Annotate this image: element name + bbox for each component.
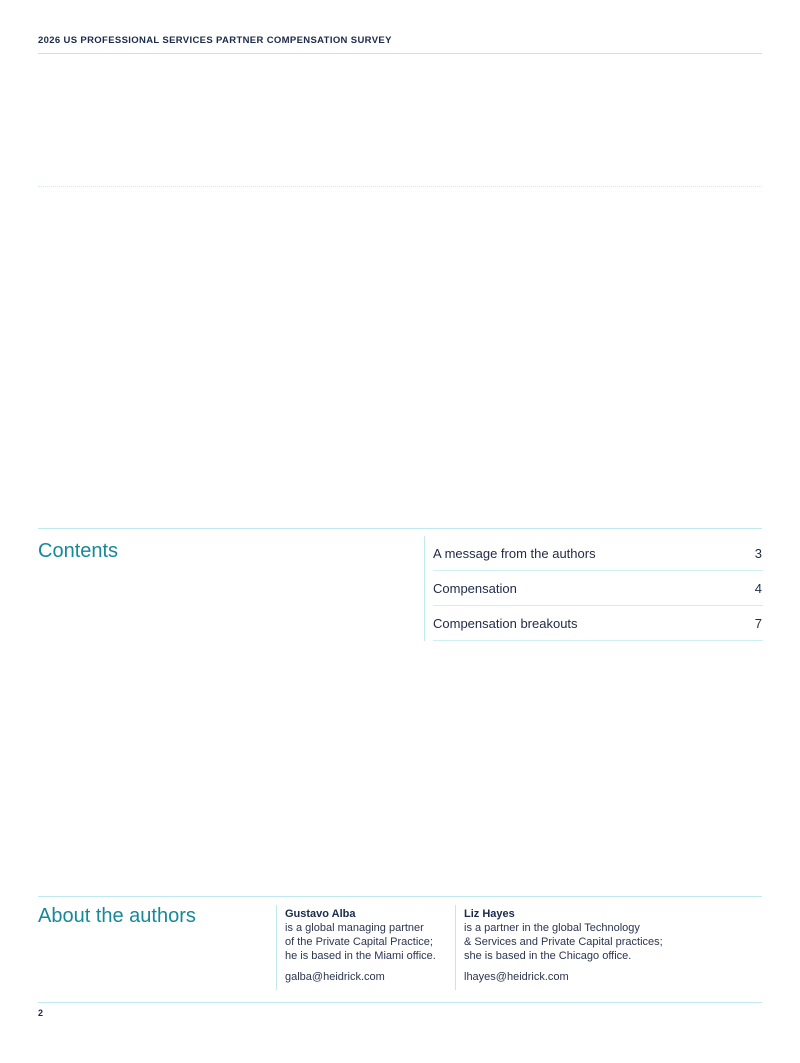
author-card-liz-hayes: [455, 905, 679, 990]
toc-item-label: Compensation: [433, 580, 517, 596]
author-bio-line: & Services and Private Capital practices;: [464, 936, 663, 948]
about-title: About the authors: [38, 905, 196, 927]
toc-item-page: 3: [754, 545, 762, 561]
running-header: 2026 US PROFESSIONAL SERVICES PARTNER COMPENSATION SURVEY: [38, 35, 392, 46]
toc-item-page: 7: [754, 615, 762, 631]
toc-item-label: Compensation breakouts: [433, 615, 578, 631]
page-number: 2: [38, 1008, 44, 1018]
toc-item-breakouts[interactable]: [433, 606, 763, 641]
author-bio-line: of the Private Capital Practice;: [285, 936, 433, 948]
toc-item-compensation[interactable]: [433, 571, 763, 606]
author-card-gustavo-alba: [276, 905, 455, 990]
author-email-link[interactable]: galba@heidrick.com: [285, 971, 385, 983]
author-bio-line: is a partner in the global Technology: [464, 922, 640, 934]
header-rule: [38, 53, 762, 54]
author-bio-line: he is based in the Miami office.: [285, 950, 436, 962]
table-of-contents: [424, 536, 763, 641]
about-top-rule: [38, 896, 762, 897]
author-name: Gustavo Alba: [285, 908, 356, 920]
author-name: Liz Hayes: [464, 908, 515, 920]
author-email-link[interactable]: lhayes@heidrick.com: [464, 971, 569, 983]
toc-item-message[interactable]: [433, 536, 763, 571]
footer-rule: [38, 1002, 762, 1003]
toc-item-page: 4: [754, 580, 762, 596]
author-bio-line: is a global managing partner: [285, 922, 424, 934]
contents-top-rule: [38, 528, 762, 529]
contents-title: Contents: [38, 540, 119, 562]
divider-rule: [38, 186, 762, 187]
author-bio-line: she is based in the Chicago office.: [464, 950, 632, 962]
toc-item-label: A message from the authors: [433, 545, 596, 561]
